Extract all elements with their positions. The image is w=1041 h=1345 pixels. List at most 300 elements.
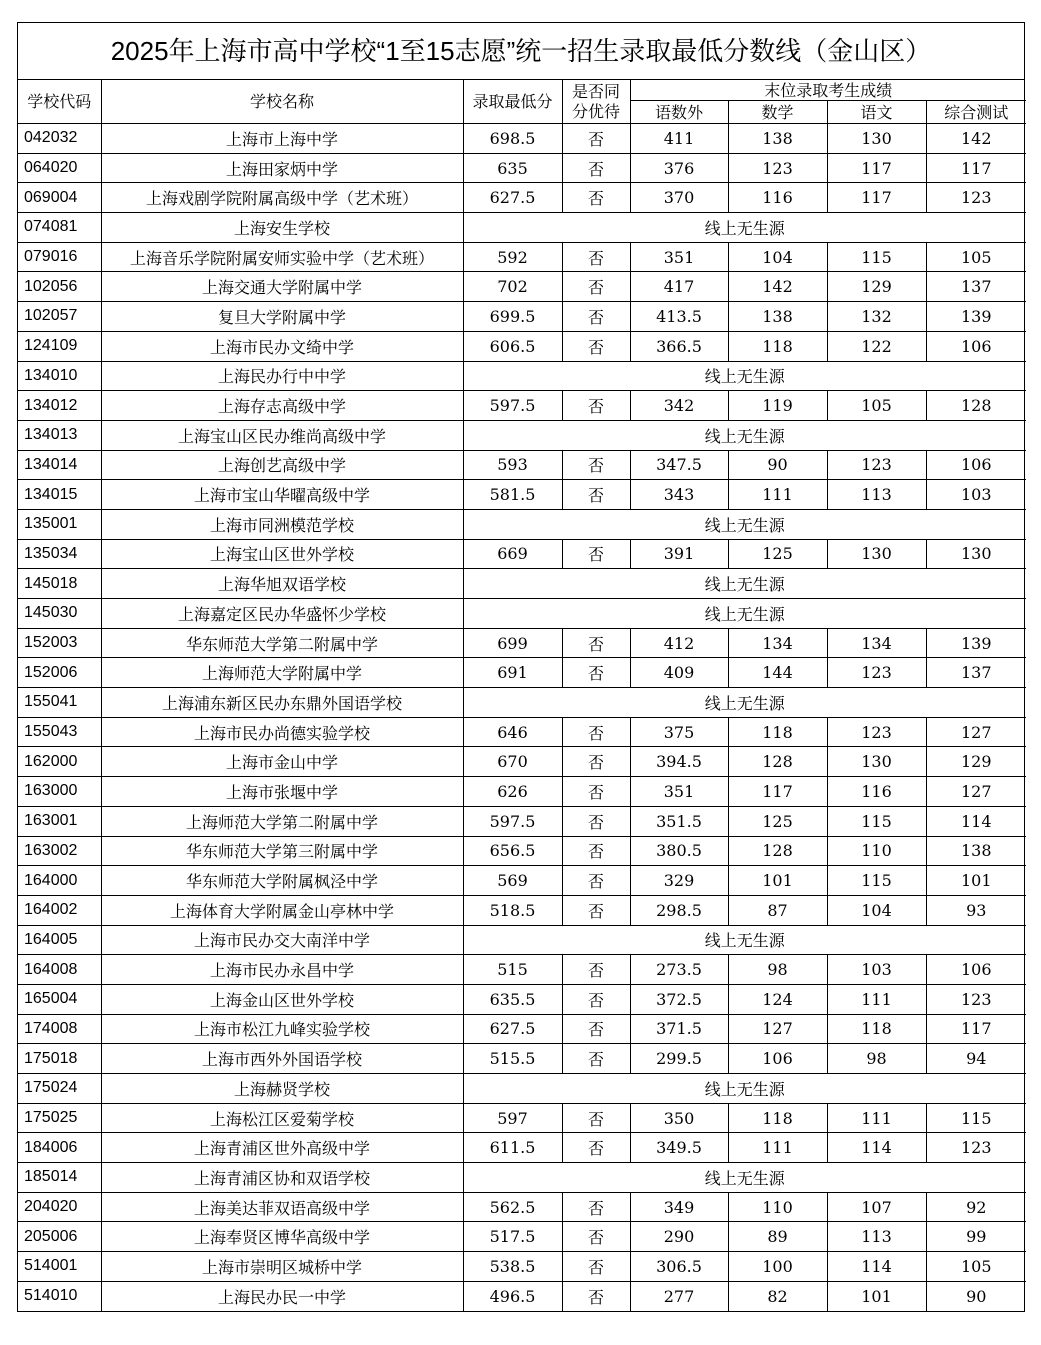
math-score-cell: 116	[728, 183, 827, 213]
tie-preference-cell: 否	[562, 955, 630, 985]
ysw-score-cell: 417	[630, 272, 728, 302]
school-code-cell: 135034	[18, 539, 101, 569]
table-row	[18, 242, 1026, 272]
school-name-cell: 上海戏剧学院附属高级中学（艺术班）	[101, 183, 463, 213]
tie-preference-cell: 否	[562, 1252, 630, 1282]
ysw-score-cell: 299.5	[630, 1044, 728, 1074]
min-score-cell: 597.5	[463, 806, 562, 836]
header-min-score: 录取最低分	[463, 80, 562, 124]
table-row	[18, 391, 1026, 421]
table-row	[18, 1044, 1026, 1074]
school-code-cell: 163001	[18, 806, 101, 836]
math-score-cell: 82	[728, 1281, 827, 1310]
tie-preference-cell: 否	[562, 658, 630, 688]
comprehensive-score-cell: 130	[926, 539, 1026, 569]
school-code-cell: 163000	[18, 777, 101, 807]
math-score-cell: 98	[728, 955, 827, 985]
min-score-cell: 592	[463, 242, 562, 272]
math-score-cell: 110	[728, 1192, 827, 1222]
school-name-cell: 上海嘉定区民办华盛怀少学校	[101, 599, 463, 629]
table-row	[18, 1222, 1026, 1252]
tie-preference-cell: 否	[562, 628, 630, 658]
header-school-name: 学校名称	[101, 80, 463, 124]
chinese-score-cell: 111	[827, 1103, 926, 1133]
ysw-score-cell: 413.5	[630, 302, 728, 332]
table-row	[18, 302, 1026, 332]
ysw-score-cell: 409	[630, 658, 728, 688]
ysw-score-cell: 351	[630, 242, 728, 272]
table-row	[18, 361, 1026, 391]
chinese-score-cell: 113	[827, 1222, 926, 1252]
table-row	[18, 331, 1026, 361]
comprehensive-score-cell: 139	[926, 628, 1026, 658]
chinese-score-cell: 101	[827, 1281, 926, 1310]
min-score-cell: 669	[463, 539, 562, 569]
min-score-cell: 635.5	[463, 984, 562, 1014]
school-code-cell: 152006	[18, 658, 101, 688]
school-code-cell: 064020	[18, 153, 101, 183]
school-name-cell: 上海市民办文绮中学	[101, 331, 463, 361]
table-row	[18, 1252, 1026, 1282]
min-score-cell: 562.5	[463, 1192, 562, 1222]
school-code-cell: 134014	[18, 450, 101, 480]
ysw-score-cell: 329	[630, 866, 728, 896]
ysw-score-cell: 366.5	[630, 331, 728, 361]
chinese-score-cell: 123	[827, 717, 926, 747]
comprehensive-score-cell: 94	[926, 1044, 1026, 1074]
school-name-cell: 上海市民办永昌中学	[101, 955, 463, 985]
no-applicants-cell: 线上无生源	[463, 1074, 1026, 1104]
tie-preference-cell: 否	[562, 242, 630, 272]
school-name-cell: 上海松江区爱菊学校	[101, 1103, 463, 1133]
comprehensive-score-cell: 123	[926, 1133, 1026, 1163]
comprehensive-score-cell: 115	[926, 1103, 1026, 1133]
table-row	[18, 955, 1026, 985]
table-row	[18, 153, 1026, 183]
tie-preference-cell: 否	[562, 747, 630, 777]
chinese-score-cell: 123	[827, 450, 926, 480]
comprehensive-score-cell: 128	[926, 391, 1026, 421]
math-score-cell: 123	[728, 153, 827, 183]
school-name-cell: 上海市金山中学	[101, 747, 463, 777]
comprehensive-score-cell: 101	[926, 866, 1026, 896]
school-name-cell: 上海民办行中中学	[101, 361, 463, 391]
table-row	[18, 124, 1026, 154]
tie-preference-cell: 否	[562, 1281, 630, 1310]
math-score-cell: 119	[728, 391, 827, 421]
table-row	[18, 480, 1026, 510]
school-name-cell: 上海华旭双语学校	[101, 569, 463, 599]
school-code-cell: 164000	[18, 866, 101, 896]
chinese-score-cell: 110	[827, 836, 926, 866]
ysw-score-cell: 411	[630, 124, 728, 154]
math-score-cell: 89	[728, 1222, 827, 1252]
school-code-cell: 145030	[18, 599, 101, 629]
comprehensive-score-cell: 127	[926, 717, 1026, 747]
tie-preference-cell: 否	[562, 450, 630, 480]
chinese-score-cell: 115	[827, 242, 926, 272]
tie-preference-cell: 否	[562, 1192, 630, 1222]
school-code-cell: 155041	[18, 688, 101, 718]
school-name-cell: 上海青浦区世外高级中学	[101, 1133, 463, 1163]
comprehensive-score-cell: 106	[926, 450, 1026, 480]
chinese-score-cell: 132	[827, 302, 926, 332]
chinese-score-cell: 114	[827, 1252, 926, 1282]
math-score-cell: 101	[728, 866, 827, 896]
school-code-cell: 205006	[18, 1222, 101, 1252]
min-score-cell: 702	[463, 272, 562, 302]
table-row	[18, 1014, 1026, 1044]
table-row	[18, 806, 1026, 836]
header-math: 数学	[728, 101, 827, 124]
chinese-score-cell: 105	[827, 391, 926, 421]
chinese-score-cell: 104	[827, 895, 926, 925]
table-row	[18, 895, 1026, 925]
tie-preference-cell: 否	[562, 836, 630, 866]
chinese-score-cell: 98	[827, 1044, 926, 1074]
min-score-cell: 517.5	[463, 1222, 562, 1252]
tie-preference-cell: 否	[562, 124, 630, 154]
chinese-score-cell: 114	[827, 1133, 926, 1163]
school-code-cell: 514001	[18, 1252, 101, 1282]
ysw-score-cell: 380.5	[630, 836, 728, 866]
min-score-cell: 515	[463, 955, 562, 985]
math-score-cell: 111	[728, 480, 827, 510]
min-score-cell: 627.5	[463, 1014, 562, 1044]
chinese-score-cell: 123	[827, 658, 926, 688]
school-name-cell: 上海市宝山华曜高级中学	[101, 480, 463, 510]
school-name-cell: 上海美达菲双语高级中学	[101, 1192, 463, 1222]
ysw-score-cell: 342	[630, 391, 728, 421]
comprehensive-score-cell: 137	[926, 658, 1026, 688]
chinese-score-cell: 130	[827, 747, 926, 777]
school-code-cell: 069004	[18, 183, 101, 213]
table-row	[18, 984, 1026, 1014]
table-row	[18, 272, 1026, 302]
chinese-score-cell: 107	[827, 1192, 926, 1222]
table-row	[18, 213, 1026, 243]
comprehensive-score-cell: 99	[926, 1222, 1026, 1252]
no-applicants-cell: 线上无生源	[463, 1163, 1026, 1193]
school-name-cell: 上海市西外外国语学校	[101, 1044, 463, 1074]
school-code-cell: 102057	[18, 302, 101, 332]
math-score-cell: 118	[728, 331, 827, 361]
ysw-score-cell: 349	[630, 1192, 728, 1222]
comprehensive-score-cell: 129	[926, 747, 1026, 777]
ysw-score-cell: 412	[630, 628, 728, 658]
school-code-cell: 134015	[18, 480, 101, 510]
min-score-cell: 646	[463, 717, 562, 747]
ysw-score-cell: 277	[630, 1281, 728, 1310]
math-score-cell: 125	[728, 806, 827, 836]
table-row	[18, 539, 1026, 569]
min-score-cell: 606.5	[463, 331, 562, 361]
tie-preference-cell: 否	[562, 153, 630, 183]
school-name-cell: 上海交通大学附属中学	[101, 272, 463, 302]
score-table-sheet	[17, 22, 1025, 1312]
comprehensive-score-cell: 117	[926, 153, 1026, 183]
no-applicants-cell: 线上无生源	[463, 509, 1026, 539]
ysw-score-cell: 375	[630, 717, 728, 747]
chinese-score-cell: 118	[827, 1014, 926, 1044]
min-score-cell: 691	[463, 658, 562, 688]
school-code-cell: 102056	[18, 272, 101, 302]
table-row	[18, 1281, 1026, 1310]
school-code-cell: 162000	[18, 747, 101, 777]
school-name-cell: 华东师范大学第二附属中学	[101, 628, 463, 658]
chinese-score-cell: 130	[827, 124, 926, 154]
table-row	[18, 777, 1026, 807]
table-row	[18, 688, 1026, 718]
header-last-admitted-group: 末位录取考生成绩	[630, 80, 1026, 101]
school-name-cell: 上海市松江九峰实验学校	[101, 1014, 463, 1044]
ysw-score-cell: 298.5	[630, 895, 728, 925]
comprehensive-score-cell: 103	[926, 480, 1026, 510]
ysw-score-cell: 394.5	[630, 747, 728, 777]
school-code-cell: 184006	[18, 1133, 101, 1163]
ysw-score-cell: 371.5	[630, 1014, 728, 1044]
no-applicants-cell: 线上无生源	[463, 361, 1026, 391]
school-code-cell: 164005	[18, 925, 101, 955]
school-name-cell: 上海市张堰中学	[101, 777, 463, 807]
school-name-cell: 上海田家炳中学	[101, 153, 463, 183]
school-name-cell: 上海市崇明区城桥中学	[101, 1252, 463, 1282]
ysw-score-cell: 370	[630, 183, 728, 213]
table-row	[18, 420, 1026, 450]
math-score-cell: 144	[728, 658, 827, 688]
school-code-cell: 074081	[18, 213, 101, 243]
tie-preference-cell: 否	[562, 183, 630, 213]
table-row	[18, 836, 1026, 866]
tie-preference-cell: 否	[562, 331, 630, 361]
table-row	[18, 747, 1026, 777]
tie-preference-cell: 否	[562, 1222, 630, 1252]
school-code-cell: 165004	[18, 984, 101, 1014]
comprehensive-score-cell: 90	[926, 1281, 1026, 1310]
ysw-score-cell: 347.5	[630, 450, 728, 480]
min-score-cell: 626	[463, 777, 562, 807]
comprehensive-score-cell: 106	[926, 955, 1026, 985]
math-score-cell: 111	[728, 1133, 827, 1163]
header-tie-line2: 分优待	[571, 101, 620, 121]
school-name-cell: 上海体育大学附属金山亭林中学	[101, 895, 463, 925]
table-body	[18, 124, 1026, 1311]
school-code-cell: 134010	[18, 361, 101, 391]
school-name-cell: 上海市同洲模范学校	[101, 509, 463, 539]
min-score-cell: 627.5	[463, 183, 562, 213]
school-name-cell: 上海安生学校	[101, 213, 463, 243]
chinese-score-cell: 111	[827, 984, 926, 1014]
table-row	[18, 569, 1026, 599]
chinese-score-cell: 122	[827, 331, 926, 361]
school-name-cell: 上海市民办尚德实验学校	[101, 717, 463, 747]
math-score-cell: 118	[728, 1103, 827, 1133]
school-name-cell: 上海赫贤学校	[101, 1074, 463, 1104]
math-score-cell: 104	[728, 242, 827, 272]
no-applicants-cell: 线上无生源	[463, 213, 1026, 243]
school-name-cell: 上海音乐学院附属安师实验中学（艺术班）	[101, 242, 463, 272]
school-code-cell: 155043	[18, 717, 101, 747]
school-name-cell: 上海民办民一中学	[101, 1281, 463, 1310]
table-row	[18, 866, 1026, 896]
ysw-score-cell: 351	[630, 777, 728, 807]
chinese-score-cell: 103	[827, 955, 926, 985]
table-row	[18, 509, 1026, 539]
comprehensive-score-cell: 139	[926, 302, 1026, 332]
math-score-cell: 124	[728, 984, 827, 1014]
tie-preference-cell: 否	[562, 1133, 630, 1163]
comprehensive-score-cell: 105	[926, 242, 1026, 272]
school-code-cell: 124109	[18, 331, 101, 361]
header-ysw: 语数外	[630, 101, 728, 124]
school-name-cell: 上海宝山区世外学校	[101, 539, 463, 569]
no-applicants-cell: 线上无生源	[463, 925, 1026, 955]
school-code-cell: 164002	[18, 895, 101, 925]
chinese-score-cell: 117	[827, 183, 926, 213]
chinese-score-cell: 130	[827, 539, 926, 569]
school-code-cell: 164008	[18, 955, 101, 985]
school-code-cell: 204020	[18, 1192, 101, 1222]
comprehensive-score-cell: 114	[926, 806, 1026, 836]
tie-preference-cell: 否	[562, 1044, 630, 1074]
ysw-score-cell: 306.5	[630, 1252, 728, 1282]
min-score-cell: 515.5	[463, 1044, 562, 1074]
chinese-score-cell: 134	[827, 628, 926, 658]
min-score-cell: 593	[463, 450, 562, 480]
school-code-cell: 134012	[18, 391, 101, 421]
math-score-cell: 87	[728, 895, 827, 925]
no-applicants-cell: 线上无生源	[463, 569, 1026, 599]
min-score-cell: 597.5	[463, 391, 562, 421]
school-code-cell: 135001	[18, 509, 101, 539]
tie-preference-cell: 否	[562, 1103, 630, 1133]
math-score-cell: 90	[728, 450, 827, 480]
school-name-cell: 华东师范大学第三附属中学	[101, 836, 463, 866]
table-row	[18, 717, 1026, 747]
comprehensive-score-cell: 93	[926, 895, 1026, 925]
page-title: 2025年上海市高中学校“1至15志愿”统一招生录取最低分数线（金山区）	[18, 23, 1024, 80]
min-score-cell: 496.5	[463, 1281, 562, 1310]
min-score-cell: 656.5	[463, 836, 562, 866]
min-score-cell: 699	[463, 628, 562, 658]
score-table	[18, 80, 1026, 1311]
comprehensive-score-cell: 123	[926, 183, 1026, 213]
min-score-cell: 581.5	[463, 480, 562, 510]
no-applicants-cell: 线上无生源	[463, 599, 1026, 629]
table-row	[18, 628, 1026, 658]
tie-preference-cell: 否	[562, 480, 630, 510]
tie-preference-cell: 否	[562, 895, 630, 925]
ysw-score-cell: 350	[630, 1103, 728, 1133]
math-score-cell: 128	[728, 747, 827, 777]
math-score-cell: 138	[728, 302, 827, 332]
comprehensive-score-cell: 105	[926, 1252, 1026, 1282]
header-tie-preference	[562, 80, 630, 124]
header-school-code: 学校代码	[18, 80, 101, 124]
no-applicants-cell: 线上无生源	[463, 688, 1026, 718]
school-code-cell: 163002	[18, 836, 101, 866]
table-row	[18, 1074, 1026, 1104]
chinese-score-cell: 117	[827, 153, 926, 183]
table-row	[18, 183, 1026, 213]
chinese-score-cell: 129	[827, 272, 926, 302]
school-name-cell: 上海存志高级中学	[101, 391, 463, 421]
table-row	[18, 1133, 1026, 1163]
school-code-cell: 145018	[18, 569, 101, 599]
table-row	[18, 925, 1026, 955]
min-score-cell: 698.5	[463, 124, 562, 154]
school-code-cell: 134013	[18, 420, 101, 450]
chinese-score-cell: 113	[827, 480, 926, 510]
comprehensive-score-cell: 117	[926, 1014, 1026, 1044]
comprehensive-score-cell: 127	[926, 777, 1026, 807]
school-name-cell: 上海师范大学第二附属中学	[101, 806, 463, 836]
school-code-cell: 514010	[18, 1281, 101, 1310]
ysw-score-cell: 372.5	[630, 984, 728, 1014]
math-score-cell: 142	[728, 272, 827, 302]
chinese-score-cell: 115	[827, 806, 926, 836]
table-row	[18, 1192, 1026, 1222]
math-score-cell: 118	[728, 717, 827, 747]
table-row	[18, 450, 1026, 480]
min-score-cell: 670	[463, 747, 562, 777]
comprehensive-score-cell: 138	[926, 836, 1026, 866]
ysw-score-cell: 376	[630, 153, 728, 183]
tie-preference-cell: 否	[562, 272, 630, 302]
header-row-top	[18, 80, 1026, 101]
ysw-score-cell: 349.5	[630, 1133, 728, 1163]
header-tie-line1: 是否同	[571, 81, 620, 101]
math-score-cell: 125	[728, 539, 827, 569]
math-score-cell: 134	[728, 628, 827, 658]
school-code-cell: 175025	[18, 1103, 101, 1133]
school-code-cell: 152003	[18, 628, 101, 658]
ysw-score-cell: 290	[630, 1222, 728, 1252]
ysw-score-cell: 343	[630, 480, 728, 510]
school-code-cell: 175018	[18, 1044, 101, 1074]
tie-preference-cell: 否	[562, 539, 630, 569]
min-score-cell: 538.5	[463, 1252, 562, 1282]
school-name-cell: 上海青浦区协和双语学校	[101, 1163, 463, 1193]
school-name-cell: 上海金山区世外学校	[101, 984, 463, 1014]
math-score-cell: 128	[728, 836, 827, 866]
school-name-cell: 上海宝山区民办维尚高级中学	[101, 420, 463, 450]
min-score-cell: 699.5	[463, 302, 562, 332]
table-row	[18, 658, 1026, 688]
math-score-cell: 117	[728, 777, 827, 807]
table-row	[18, 1103, 1026, 1133]
school-name-cell: 上海浦东新区民办东鼎外国语学校	[101, 688, 463, 718]
school-name-cell: 上海奉贤区博华高级中学	[101, 1222, 463, 1252]
comprehensive-score-cell: 142	[926, 124, 1026, 154]
tie-preference-cell: 否	[562, 391, 630, 421]
school-name-cell: 上海市民办交大南洋中学	[101, 925, 463, 955]
header-chinese: 语文	[827, 101, 926, 124]
math-score-cell: 127	[728, 1014, 827, 1044]
header-comprehensive: 综合测试	[926, 101, 1026, 124]
ysw-score-cell: 351.5	[630, 806, 728, 836]
math-score-cell: 138	[728, 124, 827, 154]
tie-preference-cell: 否	[562, 866, 630, 896]
tie-preference-cell: 否	[562, 777, 630, 807]
school-name-cell: 上海创艺高级中学	[101, 450, 463, 480]
min-score-cell: 597	[463, 1103, 562, 1133]
math-score-cell: 100	[728, 1252, 827, 1282]
chinese-score-cell: 115	[827, 866, 926, 896]
tie-preference-cell: 否	[562, 1014, 630, 1044]
math-score-cell: 106	[728, 1044, 827, 1074]
school-code-cell: 042032	[18, 124, 101, 154]
